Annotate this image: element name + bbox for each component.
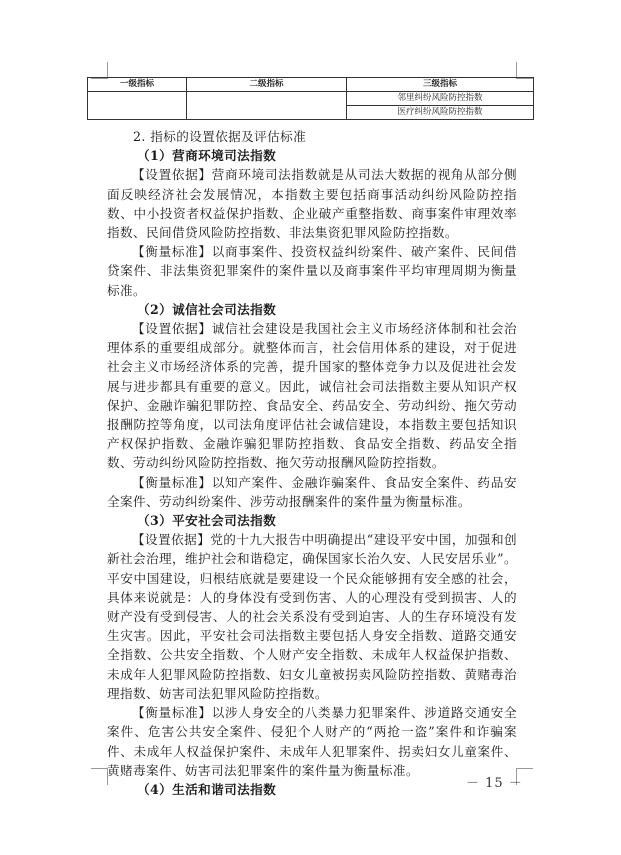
table-header-cell: 二级指标: [187, 78, 347, 92]
indicator-table: [87, 77, 534, 120]
paragraph: 【设置依据】营商环境司法指数就是从司法大数据的视角从部分侧面反映经济社会发展情况，本指数主要包括商事活动纠纷风险防控指数、中小投资者权益保护指数、企业破产重整指数、商事案件审理效率指数、民间借贷风险防控指数、非法集资犯罪风险防控指数。: [107, 167, 517, 241]
table-header-cell: 三级指标: [347, 78, 534, 92]
subsection-heading: （4）生活和谐司法指数: [137, 781, 277, 797]
table-cell: 医疗纠纷风险防控指数: [347, 106, 534, 120]
paragraph: 【衡量标准】以涉人身安全的八类暴力犯罪案件、涉道路交通安全案件、危害公共安全案件、侵犯个人财产的“两抢一盗”案件和诈骗案件、未成年人权益保护案件、未成年人犯罪案件、拐卖妇女儿童案件、黄赌毒案件、妨害司法犯罪案件的案件量为衡量标准。: [107, 705, 517, 778]
paragraph: 【设置依据】诚信社会建设是我国社会主义市场经济体制和社会治理体系的重要组成部分。就整体而言，社会信用体系的建设，对于促进社会主义市场经济体系的完善，提升国家的整体竞争力以及促进社会发展与进步都具有重要的意义。因此，诚信社会司法指数主要从知识产权保护、金融诈骗犯罪防控、食品安全、药品安全、劳动纠纷、拖欠劳动报酬防控等角度，以司法角度评估社会诚信建设，本指数主要包括知识产权保护指数、金融诈骗犯罪防控指数、食品安全指数、药品安全指数、劳动纠纷风险防控指数、拖欠劳动报酬风险防控指数。: [107, 321, 517, 471]
table-header-cell: 一级指标: [88, 78, 187, 92]
table-header-row: [88, 78, 534, 92]
table-row: [88, 92, 534, 106]
subsection-heading: （3）平安社会司法指数: [137, 513, 277, 529]
page-number: － 15 －: [466, 776, 523, 791]
subsection-heading: （1）营商环境司法指数: [137, 148, 277, 164]
paragraph: 【衡量标准】以商事案件、投资权益纠纷案件、破产案件、民间借贷案件、非法集资犯罪案件的案件量以及商事案件平均审理周期为衡量标准。: [107, 244, 517, 298]
table-cell-empty: [187, 92, 347, 120]
section-title: 2. 指标的设置依据及评估标准: [133, 129, 307, 144]
table-cell-empty: [88, 92, 187, 120]
paragraph: 【设置依据】党的十九大报告中明确提出“建设平安中国，加强和创新社会治理，维护社会和谐稳定，确保国家长治久安、人民安居乐业”。平安中国建设，归根结底就是要建设一个民众能够拥有安全感的社会，具体来说就是：人的身体没有受到伤害、人的心理没有受到损害、人的财产没有受到侵害、人的社会关系没有受到迫害、人的生存环境没有发生灾害。因此，平安社会司法指数主要包括人身安全指数、道路交通安全指数、公共安全指数、个人财产安全指数、未成年人权益保护指数、未成年人犯罪风险防控指数、妇女儿童被拐卖风险防控指数、黄赌毒治理指数、妨害司法犯罪风险防控指数。: [107, 532, 517, 701]
subsection-heading: （2）诚信社会司法指数: [137, 301, 277, 317]
paragraph: 【衡量标准】以知产案件、金融诈骗案件、食品安全案件、药品安全案件、劳动纠纷案件、涉劳动报酬案件的案件量为衡量标准。: [107, 474, 517, 509]
table-cell: 邻里纠纷风险防控指数: [347, 92, 534, 106]
crop-mark-bottom-left: [91, 768, 108, 785]
document-body: [107, 127, 517, 799]
